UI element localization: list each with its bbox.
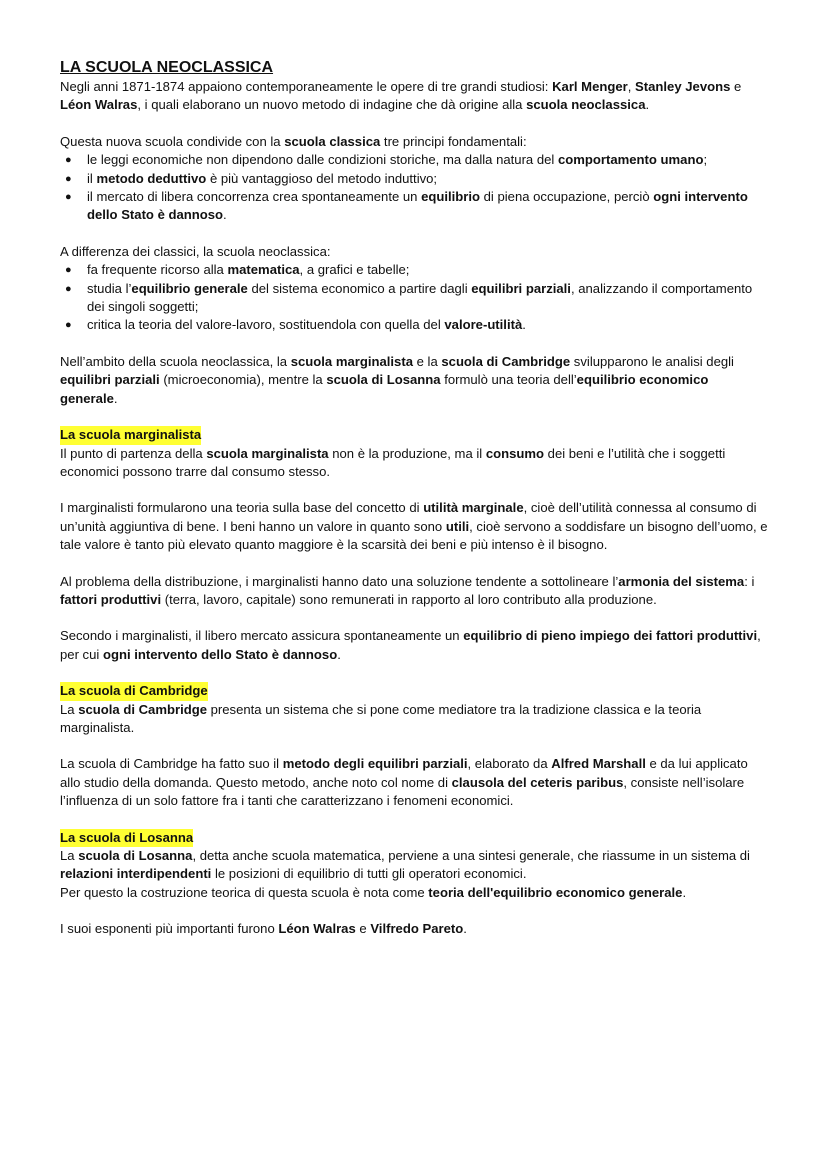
cambridge-paragraph-2: La scuola di Cambridge ha fatto suo il metodo degli equilibri parziali, elaborato da Alfred Marshall e da lui applicato allo studio della domanda. Questo metodo, anche noto col nome di clausola del ceteris paribus, consiste nell’isolare l’influenza di un solo fattore fra i tanti che caratterizzano i fenomeni economici. [60,756,748,809]
list-item: ● critica la teoria del valore-lavoro, sostituendola con quella del valore-utilità. [87,316,768,334]
cambridge-paragraph-1: La scuola di Cambridge presenta un sistema che si pone come mediatore tra la tradizione classica e la teoria marginalista. [60,701,702,735]
list-item: ● le leggi economiche non dipendono dalle condizioni storiche, ma dalla natura del comportamento umano; [87,151,768,169]
bullet-icon: ● [65,191,72,204]
bullet-icon: ● [65,282,72,295]
section-heading: La scuola di Losanna [60,829,193,847]
list-item: ● studia l’equilibrio generale del sistema economico a partire dagli equilibri parziali, analizzando il comportamento dei singoli soggetti; [65,280,753,315]
list-item: ● fa frequente ricorso alla matematica, a grafici e tabelle; [87,261,768,279]
bullet-icon: ● [65,172,72,185]
principles-lead: Questa nuova scuola condivide con la scuola classica tre principi fondamentali: [60,133,527,149]
differences-list [60,261,768,335]
losanna-paragraph-1: La scuola di Losanna, detta anche scuola matematica, perviene a una sintesi generale, che riassume in un sistema di relazioni interdipendenti le posizioni di equilibrio di tutti gli operatori economici. [60,848,750,882]
section-marginalista [60,426,768,444]
list-item: ● il metodo deduttivo è più vantaggioso del metodo induttivo; [87,170,768,188]
losanna-paragraph-2: Per questo la costruzione teorica di questa scuola è nota come teoria dell'equilibrio economico generale. [60,884,687,900]
section-losanna [60,829,768,847]
section-cambridge [60,682,768,700]
marginalista-paragraph-1: Il punto di partenza della scuola marginalista non è la produzione, ma il consumo dei beni e l’utilità che i soggetti economici possono trarre dal consumo stesso. [60,445,726,479]
differences-lead: A differenza dei classici, la scuola neoclassica: [60,243,331,259]
marginalista-paragraph-3: Al problema della distribuzione, i marginalisti hanno dato una soluzione tendente a sottolineare l’armonia del sistema: i fattori produttivi (terra, lavoro, capitale) sono remunerati in rapporto al loro contributo alla produzione. [60,573,755,607]
principles-list [60,151,768,225]
section-heading: La scuola marginalista [60,426,201,444]
marginalista-paragraph-4: Secondo i marginalisti, il libero mercato assicura spontaneamente un equilibrio di pieno impiego dei fattori produttivi, per cui ogni intervento dello Stato è dannoso. [60,628,761,662]
intro-paragraph: Negli anni 1871-1874 appaiono contemporaneamente le opere di tre grandi studiosi: Karl Menger, Stanley Jevons e Léon Walras, i quali elaborano un nuovo metodo di indagine che dà origine alla scuola neoclassica. [60,79,742,113]
page-title: LA SCUOLA NEOCLASSICA [60,59,274,76]
marginalista-paragraph-2: I marginalisti formularono una teoria sulla base del concetto di utilità marginale, cioè dell’utilità connessa al consumo di un’unità aggiuntiva di bene. I beni hanno un valore in quanto sono utili, cioè servono a soddisfare un bisogno dell’uomo, e tale valore è tanto più elevato quanto maggiore è la scarsità dei beni e più intenso è il bisogno. [60,500,768,553]
losanna-paragraph-3: I suoi esponenti più importanti furono Léon Walras e Vilfredo Pareto. [60,921,467,937]
bullet-icon: ● [65,319,72,332]
schools-paragraph: Nell’ambito della scuola neoclassica, la scuola marginalista e la scuola di Cambridge svilupparono le analisi degli equilibri parziali (microeconomia), mentre la scuola di Losanna formulò una teoria dell’equilibrio economico generale. [60,353,734,406]
bullet-icon: ● [65,264,72,277]
bullet-icon: ● [65,154,72,167]
section-heading: La scuola di Cambridge [60,682,208,700]
list-item: ● il mercato di libera concorrenza crea spontaneamente un equilibrio di piena occupazione, perciò ogni intervento dello Stato è dannoso. [65,189,748,223]
